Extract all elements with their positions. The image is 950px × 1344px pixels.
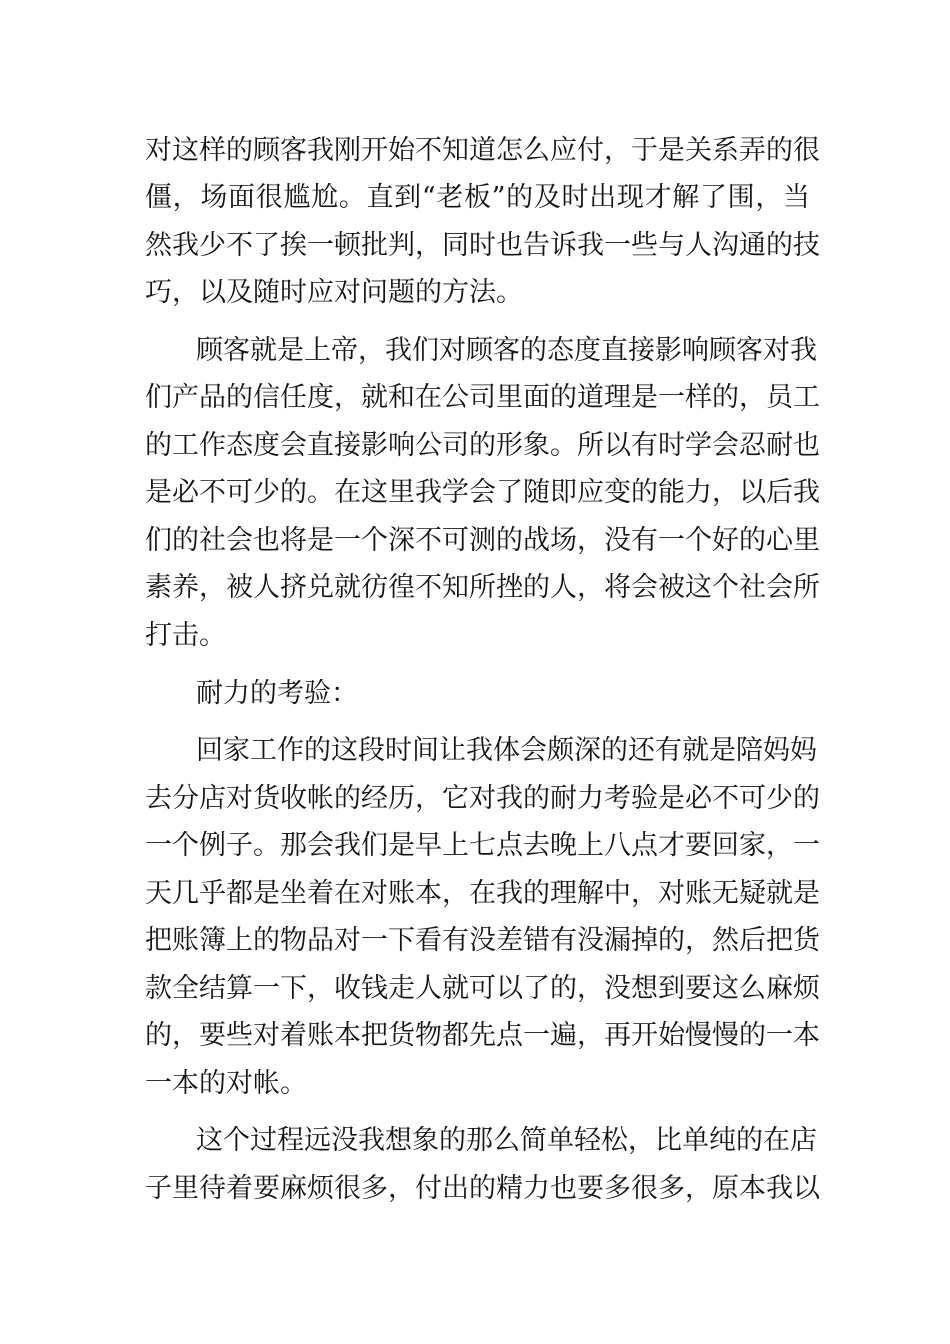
text-line: 款全结算一下，收钱走人就可以了的，没想到要这么麻烦 (145, 973, 820, 1004)
text-line: 们的社会也将是一个深不可测的战场，没有一个好的心里 (145, 525, 820, 556)
text-line: 天几乎都是坐着在对账本，在我的理解中，对账无疑就是 (145, 878, 820, 909)
text-line: 素养，被人挤兑就彷徨不知所挫的人，将会被这个社会所 (145, 572, 820, 603)
text-line: 对这样的顾客我刚开始不知道怎么应付，于是关系弄的很 (145, 135, 820, 166)
section-heading: 耐力的考验： (196, 678, 358, 709)
text-line: 子里待着要麻烦很多，付出的精力也要多很多，原本我以 (145, 1173, 820, 1204)
text-line: 顾客就是上帝，我们对顾客的态度直接影响顾客对我 (196, 335, 817, 366)
text-line: 去分店对货收帐的经历，它对我的耐力考验是必不可少的 (145, 783, 820, 814)
text-line: 是必不可少的。在这里我学会了随即应变的能力，以后我 (145, 477, 820, 508)
text-line: 这个过程远没我想象的那么简单轻松，比单纯的在店 (196, 1125, 817, 1156)
text-line: 回家工作的这段时间让我体会颇深的还有就是陪妈妈 (196, 735, 817, 766)
text-line: 的工作态度会直接影响公司的形象。所以有时学会忍耐也 (145, 430, 820, 461)
text-line: 把账簿上的物品对一下看有没差错有没漏掉的，然后把货 (145, 925, 820, 956)
text-line: 一个例子。那会我们是早上七点去晚上八点才要回家，一 (145, 830, 820, 861)
text-line: 的，要些对着账本把货物都先点一遍，再开始慢慢的一本 (145, 1020, 820, 1051)
text-line: 们产品的信任度，就和在公司里面的道理是一样的，员工 (145, 382, 820, 413)
text-line: 然我少不了挨一顿批判，同时也告诉我一些与人沟通的技 (145, 230, 820, 261)
text-line: 打击。 (145, 620, 226, 651)
text-line: 一本的对帐。 (145, 1068, 307, 1099)
text-line: 巧，以及随时应对问题的方法。 (145, 277, 523, 308)
text-line: 僵，场面很尴尬。直到“老板”的及时出现才解了围，当 (145, 182, 810, 213)
